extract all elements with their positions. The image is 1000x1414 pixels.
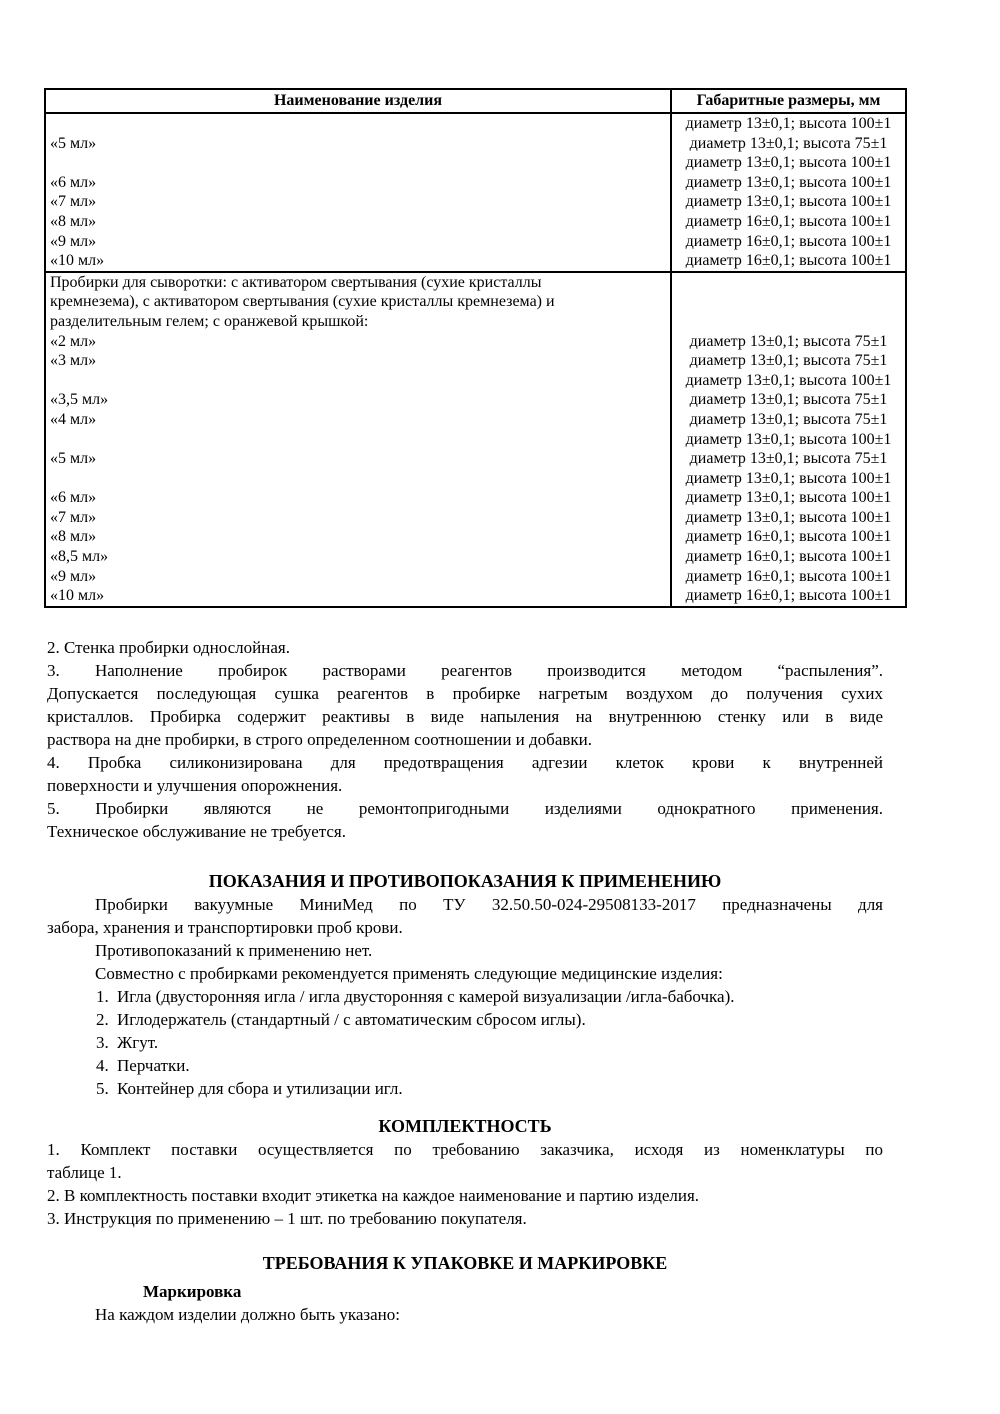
table-cell-line: «7 мл» [50,508,97,526]
subheading-marking: Маркировка [143,1281,242,1301]
list-item [96,1008,883,1031]
table-cell-line [46,371,670,391]
list-item-text: Жгут. [117,1032,159,1052]
table-cell-line: диаметр 16±0,1; высота 100±1 [685,212,892,230]
table-cell-line: диаметр 13±0,1; высота 100±1 [685,371,892,389]
section-heading-indications: ПОКАЗАНИЯ И ПРОТИВОПОКАЗАНИЯ К ПРИМЕНЕНИЮ [208,870,722,891]
text-line: кристаллов. Пробирка содержит реактивы в виде напыления на внутреннюю стенку или в виде [47,706,883,726]
recommended-items-list [47,985,883,1100]
text-line: Допускается последующая сушка реагентов в пробирке нагретым воздухом до получения сухих [47,683,883,703]
table-cell-line: «8 мл» [50,212,97,230]
table-cell-line: диаметр 16±0,1; высота 100±1 [685,548,892,566]
paragraph-instruction: 3. Инструкция по применению – 1 шт. по требованию покупателя. [47,1208,527,1228]
text-line: Техническое обслуживание не требуется. [47,821,347,841]
table-cell-line [46,430,670,450]
table-cell-dimensions [671,272,906,607]
table-cell-line: «9 мл» [50,567,97,585]
table-cell-line: «8 мл» [50,528,97,546]
table-cell-line: «5 мл» [50,134,97,152]
paragraph-wall: 2. Стенка пробирки однослойная. [47,637,290,657]
table-cell-line: «8,5 мл» [50,548,109,566]
table-cell-line: диаметр 13±0,1; высота 100±1 [685,193,892,211]
table-header-row [45,89,906,113]
list-item-number: 1. [96,986,109,1006]
table-cell-line: диаметр 13±0,1; высота 75±1 [689,410,888,428]
table-cell-line [672,312,905,332]
text-line: поверхности и улучшения опорожнения. [47,775,343,795]
list-item-text: Игла (двусторонняя игла / игла двусторонняя с камерой визуализации /игла-бабочка). [117,986,735,1006]
table-cell-line: «2 мл» [50,332,97,350]
table-cell-line [46,153,670,173]
list-item-text: Иглодержатель (стандартный / с автоматическим сбросом иглы). [117,1009,586,1029]
table-cell-line: «4 мл» [50,410,97,428]
text-line: таблице 1. [47,1162,122,1182]
table-cell-line: «6 мл» [50,173,97,191]
section-heading-completeness: КОМПЛЕКТНОСТЬ [378,1115,552,1136]
table-cell-line: диаметр 16±0,1; высота 100±1 [685,232,892,250]
table-cell-product-names [45,113,671,272]
table-cell-line: диаметр 13±0,1; высота 100±1 [685,154,892,172]
table-row-plain-tubes [45,113,906,272]
list-item-number: 2. [96,1009,109,1029]
text-line: 1. Комплект поставки осуществляется по требованию заказчика, исходя из номенклатуры по [47,1139,883,1159]
table-cell-line: «10 мл» [50,252,105,270]
table-cell-line: диаметр 16±0,1; высота 100±1 [685,252,892,270]
table-cell-line: диаметр 13±0,1; высота 75±1 [689,352,888,370]
table-header-dimensions: Габаритные размеры, мм [671,89,906,113]
table-cell-line [46,114,670,134]
table-cell-line [672,292,905,312]
list-item-number: 4. [96,1055,109,1075]
table-cell-line: диаметр 16±0,1; высота 100±1 [685,567,892,585]
paragraph-stopper [47,751,883,797]
table-cell-line: диаметр 16±0,1; высота 100±1 [685,528,892,546]
document-body [47,636,883,1326]
text-line: 5. Пробирки являются не ремонтопригодными изделиями однократного применения. [47,798,883,818]
table-cell-line: диаметр 13±0,1; высота 75±1 [689,332,888,350]
table-cell-dimensions [671,113,906,272]
paragraph-recommended-intro: Совместно с пробирками рекомендуется применять следующие медицинские изделия: [95,963,723,983]
table-cell-line: «3 мл» [50,352,97,370]
table-cell-line: разделительным гелем; с оранжевой крышкой: [50,312,369,330]
table-cell-line: диаметр 13±0,1; высота 100±1 [685,469,892,487]
list-item-number: 3. [96,1032,109,1052]
list-item [96,1031,883,1054]
table-cell-product-names [45,272,671,607]
paragraph-label: 2. В комплектность поставки входит этикетка на каждое наименование и партию изделия. [47,1185,700,1205]
table-cell-line: Пробирки для сыворотки: с активатором свертывания (сухие кристаллы [50,273,542,291]
table-cell-line [46,469,670,489]
text-line: Пробирки вакуумные МиниМед по ТУ 32.50.50-024-29508133-2017 предназначены для [95,894,883,914]
paragraph-delivery-set [47,1138,883,1184]
table-cell-line: «3,5 мл» [50,391,109,409]
table-cell-line: диаметр 13±0,1; высота 75±1 [689,450,888,468]
table-cell-line: «6 мл» [50,489,97,507]
list-item [96,1054,883,1077]
list-item [96,985,883,1008]
table-row-serum-tubes [45,272,906,607]
table-cell-line: диаметр 13±0,1; высота 100±1 [685,430,892,448]
list-item-text: Контейнер для сбора и утилизации игл. [117,1078,403,1098]
table-cell-line: диаметр 13±0,1; высота 100±1 [685,508,892,526]
text-line: забора, хранения и транспортировки проб крови. [47,917,403,937]
paragraph-purpose [47,893,883,939]
list-item [96,1077,883,1100]
paragraph-no-contraindications: Противопоказаний к применению нет. [95,940,373,960]
text-line: 3. Наполнение пробирок растворами реагентов производится методом “распыления”. [47,660,883,680]
list-item-number: 5. [96,1078,109,1098]
table-cell-line: «10 мл» [50,587,105,605]
table-cell-line: диаметр 13±0,1; высота 100±1 [685,173,892,191]
table-cell-line [672,273,905,293]
table-cell-line: «7 мл» [50,193,97,211]
table-cell-line: кремнезема), с активатором свертывания (сухие кристаллы кремнезема) и [50,293,555,311]
table-cell-line: диаметр 13±0,1; высота 75±1 [689,134,888,152]
paragraph-filling [47,659,883,751]
text-line: раствора на дне пробирки, в строго определенном соотношении и добавки. [47,729,592,749]
list-item-text: Перчатки. [117,1055,190,1075]
table-cell-line: диаметр 13±0,1; высота 100±1 [685,489,892,507]
table-cell-line: диаметр 13±0,1; высота 75±1 [689,391,888,409]
table-cell-line: «9 мл» [50,232,97,250]
table-cell-line: диаметр 16±0,1; высота 100±1 [685,587,892,605]
text-line: 4. Пробка силиконизирована для предотвращения адгезии клеток крови к внутренней [47,752,883,772]
table-cell-line: «5 мл» [50,450,97,468]
table-header-product-name: Наименование изделия [45,89,671,113]
paragraph-single-use [47,797,883,843]
product-dimensions-table [44,88,907,608]
paragraph-marking-intro: На каждом изделии должно быть указано: [95,1304,400,1324]
table-cell-line: диаметр 13±0,1; высота 100±1 [685,115,892,132]
section-heading-packaging-marking: ТРЕБОВАНИЯ К УПАКОВКЕ И МАРКИРОВКЕ [262,1252,668,1273]
